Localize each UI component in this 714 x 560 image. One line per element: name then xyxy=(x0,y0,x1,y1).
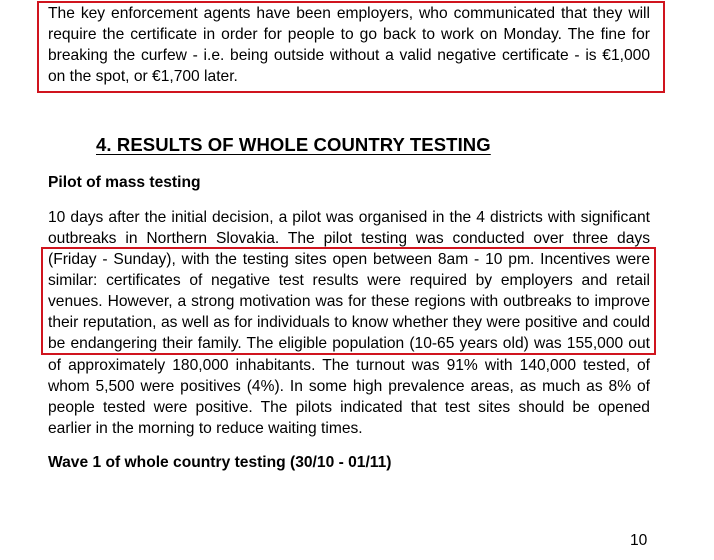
top-paragraph-line: breaking the curfew - i.e. being outside without a valid negative certificate - is €1,000 xyxy=(48,47,650,64)
body-paragraph-line: earlier in the morning to reduce waiting times. xyxy=(48,420,363,437)
page-number: 10 xyxy=(630,532,648,549)
body-paragraph-line: be endangering their family. The eligible population (10-65 years old) was 155,000 out xyxy=(48,335,650,352)
body-paragraph-line: similar: certificates of negative test results were required by employers and retail xyxy=(48,272,650,289)
body-paragraph-line: outbreaks in Northern Slovakia. The pilot testing was conducted over three days xyxy=(48,230,650,247)
section-heading: 4. RESULTS OF WHOLE COUNTRY TESTING xyxy=(96,134,491,155)
body-paragraph-line: whom 5,500 were positives (4%). In some high prevalence areas, as much as 8% of xyxy=(48,378,650,395)
body-paragraph-line: their reputation, as well as for individuals to know whether they were positive and could xyxy=(48,314,650,331)
top-paragraph-line: require the certificate in order for people to go back to work on Monday. The fine for xyxy=(48,26,650,43)
body-paragraph-line: (Friday - Sunday), with the testing sites open between 8am - 10 pm. Incentives were xyxy=(48,251,650,268)
subheading-pilot: Pilot of mass testing xyxy=(48,174,201,191)
top-paragraph-line: on the spot, or €1,700 later. xyxy=(48,68,238,85)
body-paragraph-line: of approximately 180,000 inhabitants. The turnout was 91% with 140,000 tested, of xyxy=(48,357,650,374)
top-paragraph-line: The key enforcement agents have been employers, who communicated that they will xyxy=(48,5,650,22)
subheading-wave1: Wave 1 of whole country testing (30/10 - 01/11) xyxy=(48,454,392,471)
body-paragraph-line: venues. However, a strong motivation was for these regions with outbreaks to improve xyxy=(48,293,650,310)
body-paragraph-line: 10 days after the initial decision, a pilot was organised in the 4 districts with significant xyxy=(48,209,650,226)
body-paragraph-line: people tested were positive. The pilots indicated that test sites should be opened xyxy=(48,399,650,416)
